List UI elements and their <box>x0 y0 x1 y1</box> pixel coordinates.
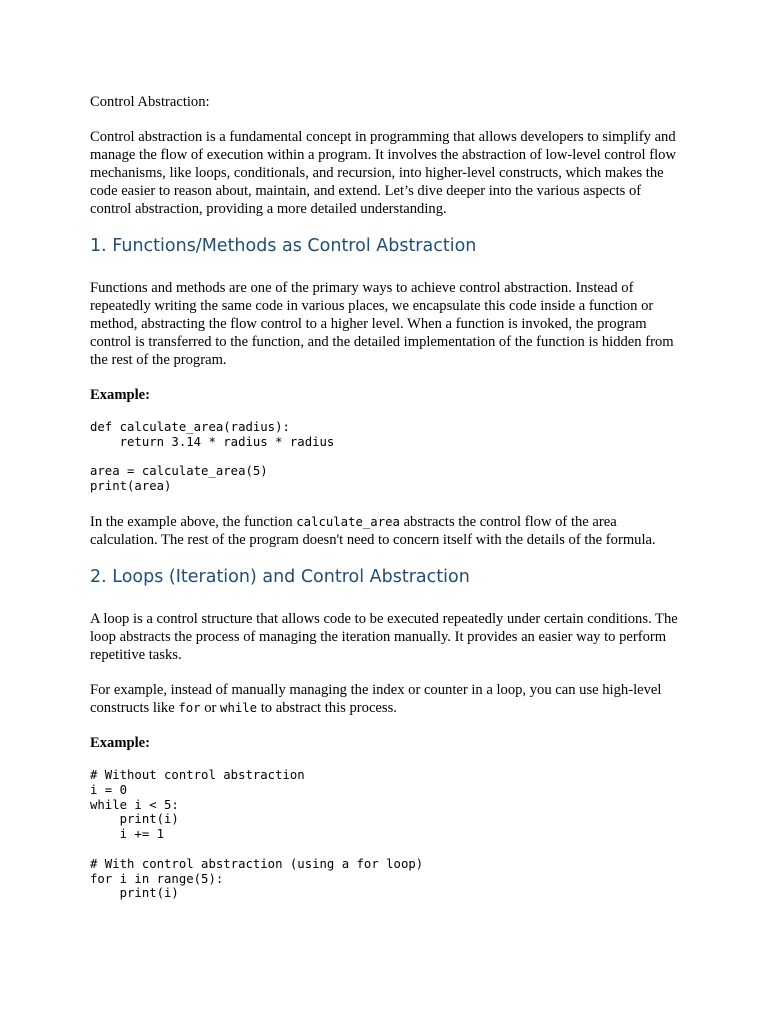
section-1-paragraph: Functions and methods are one of the primary ways to achieve control abstraction. Instead of repeatedly writing the same code in various places, we encapsulate this code inside a function or method, abstracting the flow control to a higher level. When a function is invoked, the program control is transferred to the function, and the detailed implementation of the function is hidden from the rest of the program. <box>90 280 674 368</box>
explanation-text-2: abstracts the control flow of the area calculation. The rest of the program doesn't need to concern itself with the details of the formula. <box>90 513 656 548</box>
section-2-paragraph-2 <box>90 681 678 717</box>
section-1-heading: 1. Functions/Methods as Control Abstraction <box>90 236 477 256</box>
section-2-heading: 2. Loops (Iteration) and Control Abstraction <box>90 566 470 587</box>
explanation-text-1: In the example above, the function <box>90 513 297 530</box>
code-block-1: def calculate_area(radius): return 3.14 * radius * radius area = calculate_area(5) print(area) <box>90 420 335 494</box>
para2-text-3: to abstract this process. <box>257 699 397 716</box>
example-label-1: Example: <box>90 387 150 403</box>
code-block-2: # Without control abstraction i = 0 while i < 5: print(i) i += 1 # With control abstraction (using a for loop) for i in range(5): print(i) <box>90 767 424 901</box>
para2-text-1: For example, instead of manually managing the index or counter in a loop, you can use high-level constructs like <box>90 681 662 716</box>
inline-code-while: while <box>220 700 258 715</box>
para2-text-2: or <box>200 699 221 716</box>
intro-title: Control Abstraction: <box>90 94 210 110</box>
intro-paragraph: Control abstraction is a fundamental concept in programming that allows developers to simplify and manage the flow of execution within a program. It involves the abstraction of low-level control flow mechanisms, like loops, conditionals, and recursion, into higher-level constructs, which makes the code easier to reason about, maintain, and extend. Let’s dive deeper into the various aspects of control abstraction, providing a more detailed understanding. <box>90 129 677 217</box>
section-1-explanation <box>90 513 678 549</box>
section-2-paragraph: A loop is a control structure that allows code to be executed repeatedly under certain conditions. The loop abstracts the process of managing the iteration manually. It provides an easier way to perform repetitive tasks. <box>90 610 678 663</box>
document-page <box>90 93 678 920</box>
inline-code-for: for <box>178 700 201 715</box>
example-label-2: Example: <box>90 734 150 751</box>
inline-code-calculate-area: calculate_area <box>296 514 400 529</box>
